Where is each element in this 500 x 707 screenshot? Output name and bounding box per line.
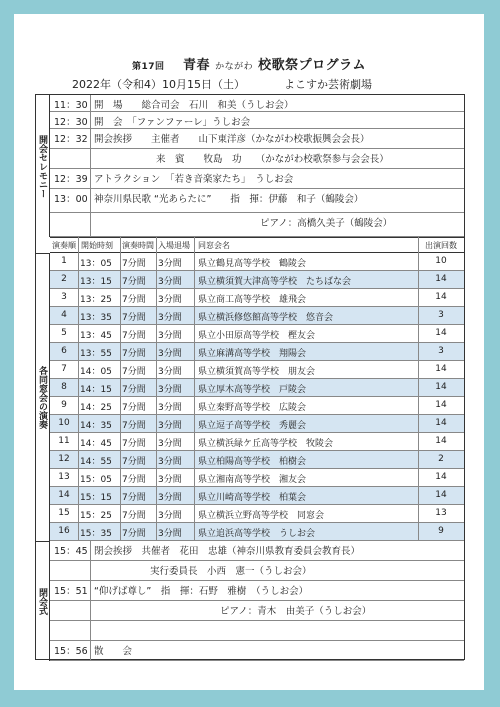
program-count-cell: 10 [435, 256, 447, 266]
opening-row [50, 169, 464, 189]
header-entry: 入場退場 [158, 241, 190, 250]
program-row [50, 415, 464, 433]
program-count-cell: 14 [435, 400, 447, 410]
closing-text: “仰げば尊し” 指 揮：石野 雅樹 （うしお会） [94, 586, 309, 597]
program-row [50, 343, 464, 361]
program-row [50, 523, 464, 541]
program-no-cell: 12 [58, 454, 70, 464]
program-table [35, 94, 465, 660]
program-entry-cell: 3分間 [158, 385, 182, 395]
program-start-cell: 15：35 [80, 529, 112, 539]
column-divider [194, 237, 195, 541]
program-entry-cell: 3分間 [158, 403, 182, 413]
program-entry-cell: 3分間 [158, 313, 182, 323]
opening-time: 11：30 [54, 100, 88, 111]
closing-text: 散 会 [94, 646, 133, 657]
program-start-cell: 13：05 [80, 259, 112, 269]
closing-row [50, 641, 464, 661]
program-entry-cell: 3分間 [158, 439, 182, 449]
program-count-cell: 14 [435, 364, 447, 374]
closing-row [50, 561, 464, 581]
program-no-cell: 9 [61, 400, 67, 410]
program-count-cell: 14 [435, 418, 447, 428]
header-no: 演奏順 [52, 241, 76, 250]
opening-row [50, 213, 464, 237]
closing-label: 閉会式 [36, 541, 50, 661]
program-duration-cell: 7分間 [122, 367, 146, 377]
opening-text: 開 場 総合司会 石川 和美（うしお会） [94, 100, 294, 111]
program-no-cell: 4 [61, 310, 67, 320]
program-count-cell: 13 [435, 508, 447, 518]
program-start-cell: 13：35 [80, 313, 112, 323]
column-divider [78, 237, 79, 541]
program-name-cell: 県立鶴見高等学校 鶴陵会 [198, 259, 307, 269]
event-date: 2022年（令和4）10月15日（土） [72, 78, 245, 91]
program-duration-cell: 7分間 [122, 313, 146, 323]
program-no-cell: 6 [61, 346, 67, 356]
closing-time: 15：45 [54, 546, 88, 557]
column-divider [90, 189, 91, 212]
column-divider [90, 541, 91, 560]
program-duration-cell: 7分間 [122, 457, 146, 467]
program-no-cell: 3 [61, 292, 67, 302]
event-venue: よこすか芸術劇場 [284, 78, 372, 91]
program-row [50, 307, 464, 325]
program-start-cell: 14：15 [80, 385, 112, 395]
program-entry-cell: 3分間 [158, 349, 182, 359]
program-entry-cell: 3分間 [158, 457, 182, 467]
program-count-cell: 14 [435, 382, 447, 392]
column-divider [90, 641, 91, 660]
program-start-cell: 14：05 [80, 367, 112, 377]
program-row [50, 253, 464, 271]
program-count-cell: 14 [435, 328, 447, 338]
opening-row [50, 129, 464, 149]
program-entry-cell: 3分間 [158, 421, 182, 431]
closing-time: 15：56 [54, 646, 88, 657]
program-name-cell: 県立湘南高等学校 湘友会 [198, 475, 307, 485]
program-name-cell: 県立商工高等学校 雄飛会 [198, 295, 307, 305]
program-row [50, 271, 464, 289]
closing-text: 閉会挨拶 共催者 花田 忠雄（神奈川県教育委員会教育長） [94, 546, 361, 557]
program-row [50, 289, 464, 307]
program-start-cell: 14：25 [80, 403, 112, 413]
program-name-cell: 県立横須賀大津高等学校 たちばな会 [198, 277, 352, 287]
program-row [50, 505, 464, 523]
opening-row [50, 112, 464, 129]
program-count-cell: 9 [438, 526, 444, 536]
column-divider [90, 129, 91, 148]
program-header-row [50, 237, 464, 253]
column-divider [90, 581, 91, 600]
program-entry-cell: 3分間 [158, 259, 182, 269]
program-entry-cell: 3分間 [158, 277, 182, 287]
program-duration-cell: 7分間 [122, 439, 146, 449]
program-start-cell: 15：25 [80, 511, 112, 521]
program-row [50, 325, 464, 343]
opening-row [50, 149, 464, 169]
opening-time: 13：00 [54, 194, 88, 205]
closing-row [50, 621, 464, 641]
program-start-cell: 13：55 [80, 349, 112, 359]
program-row [50, 433, 464, 451]
program-no-cell: 10 [58, 418, 70, 428]
program-duration-cell: 7分間 [122, 295, 146, 305]
edition-label: 第17回 [131, 62, 165, 72]
program-row [50, 487, 464, 505]
program-start-cell: 14：45 [80, 439, 112, 449]
program-entry-cell: 3分間 [158, 331, 182, 341]
program-count-cell: 14 [435, 436, 447, 446]
program-no-cell: 13 [58, 472, 70, 482]
column-divider [90, 213, 91, 236]
opening-text: アトラクション 「若き音楽家たち」 うしお会 [94, 174, 294, 185]
program-start-cell: 14：35 [80, 421, 112, 431]
program-name-cell: 県立横須賀高等学校 朋友会 [198, 367, 316, 377]
program-no-cell: 14 [58, 490, 70, 500]
opening-time: 12：30 [54, 117, 88, 128]
program-entry-cell: 3分間 [158, 295, 182, 305]
column-divider [120, 237, 121, 541]
column-divider [90, 621, 91, 640]
closing-row [50, 581, 464, 601]
program-entry-cell: 3分間 [158, 367, 182, 377]
program-name-cell: 県立横浜立野高等学校 同窓会 [198, 511, 325, 521]
program-no-cell: 5 [61, 328, 67, 338]
program-duration-cell: 7分間 [122, 349, 146, 359]
program-name-cell: 県立秦野高等学校 広陵会 [198, 403, 307, 413]
program-start-cell: 15：15 [80, 493, 112, 503]
program-start-cell: 14：55 [80, 457, 112, 467]
program-no-cell: 2 [61, 274, 67, 284]
program-count-cell: 14 [435, 292, 447, 302]
program-entry-cell: 3分間 [158, 493, 182, 503]
column-divider [90, 601, 91, 620]
program-duration-cell: 7分間 [122, 403, 146, 413]
program-no-cell: 7 [61, 364, 67, 374]
program-count-cell: 2 [438, 454, 444, 464]
program-entry-cell: 3分間 [158, 529, 182, 539]
opening-text: 開 会 「ファンファーレ」うしお会 [94, 117, 251, 128]
program-name-cell: 県立厚木高等学校 戸陵会 [198, 385, 307, 395]
header-name: 同窓会名 [198, 241, 230, 250]
program-start-cell: 13：25 [80, 295, 112, 305]
program-name-cell: 県立小田原高等学校 樫友会 [198, 331, 316, 341]
opening-row [50, 189, 464, 213]
opening-time: 12：32 [54, 134, 88, 145]
program-duration-cell: 7分間 [122, 475, 146, 485]
program-row [50, 379, 464, 397]
closing-time: 15：51 [54, 586, 88, 597]
program-no-cell: 15 [58, 508, 70, 518]
column-divider [90, 169, 91, 188]
program-duration-cell: 7分間 [122, 421, 146, 431]
program-no-cell: 1 [61, 256, 67, 266]
column-divider [418, 237, 419, 541]
program-row [50, 469, 464, 487]
column-divider [156, 237, 157, 541]
program-name-cell: 県立横浜修悠館高等学校 悠音会 [198, 313, 334, 323]
column-divider [90, 561, 91, 580]
program-start-cell: 15：05 [80, 475, 112, 485]
opening-text: ピアノ：高橋久美子（鶴陵会） [260, 218, 393, 229]
program-no-cell: 8 [61, 382, 67, 392]
program-name-cell: 県立追浜高等学校 うしお会 [198, 529, 316, 539]
program-no-cell: 16 [58, 526, 70, 536]
opening-label: 開会セレモニー [36, 95, 50, 237]
program-title [14, 54, 484, 73]
closing-row [50, 541, 464, 561]
program-duration-cell: 7分間 [122, 493, 146, 503]
opening-text: 開会挨拶 主催者 山下東洋彦（かながわ校歌振興会会長） [94, 134, 370, 145]
opening-text: 来 賓 牧島 功 （かながわ校歌祭参与会会長） [156, 154, 389, 165]
program-duration-cell: 7分間 [122, 331, 146, 341]
program-name-cell: 県立川崎高等学校 柏葉会 [198, 493, 307, 503]
program-duration-cell: 7分間 [122, 385, 146, 395]
closing-row [50, 601, 464, 621]
opening-time: 12：39 [54, 174, 88, 185]
program-name-cell: 県立柏陽高等学校 柏樹会 [198, 457, 307, 467]
program-name-cell: 県立麻溝高等学校 翔陽会 [198, 349, 307, 359]
program-count-cell: 3 [438, 346, 444, 356]
title-rest: 校歌祭プログラム [258, 58, 367, 73]
title-kanagawa: かながわ [215, 62, 254, 72]
program-count-cell: 3 [438, 310, 444, 320]
column-divider [90, 95, 91, 111]
closing-text: 実行委員長 小西 憲一（うしお会） [150, 566, 312, 577]
program-row [50, 397, 464, 415]
opening-row [50, 95, 464, 112]
program-label: 各同窓会の演奏 [36, 253, 50, 541]
column-divider [90, 112, 91, 128]
program-duration-cell: 7分間 [122, 277, 146, 287]
program-row [50, 451, 464, 469]
program-entry-cell: 3分間 [158, 511, 182, 521]
program-name-cell: 県立逗子高等学校 秀麗会 [198, 421, 307, 431]
program-count-cell: 14 [435, 274, 447, 284]
program-duration-cell: 7分間 [122, 259, 146, 269]
program-no-cell: 11 [58, 436, 70, 446]
program-start-cell: 13：45 [80, 331, 112, 341]
program-duration-cell: 7分間 [122, 511, 146, 521]
program-count-cell: 14 [435, 490, 447, 500]
program-duration-cell: 7分間 [122, 529, 146, 539]
header-count: 出演回数 [425, 241, 457, 250]
program-name-cell: 県立横浜緑ケ丘高等学校 牧陵会 [198, 439, 334, 449]
title-main: 青春 [183, 58, 211, 73]
program-start-cell: 13：15 [80, 277, 112, 287]
header-duration: 演奏時間 [122, 241, 154, 250]
column-divider [90, 149, 91, 168]
program-entry-cell: 3分間 [158, 475, 182, 485]
closing-text: ピアノ：青木 由美子（うしお会） [220, 606, 372, 617]
program-row [50, 361, 464, 379]
opening-text: 神奈川県民歌 “光あらたに” 指 揮：伊藤 和子（鶴陵会） [94, 194, 364, 205]
program-sheet [14, 14, 484, 690]
program-count-cell: 14 [435, 472, 447, 482]
header-start: 開始時刻 [81, 241, 113, 250]
